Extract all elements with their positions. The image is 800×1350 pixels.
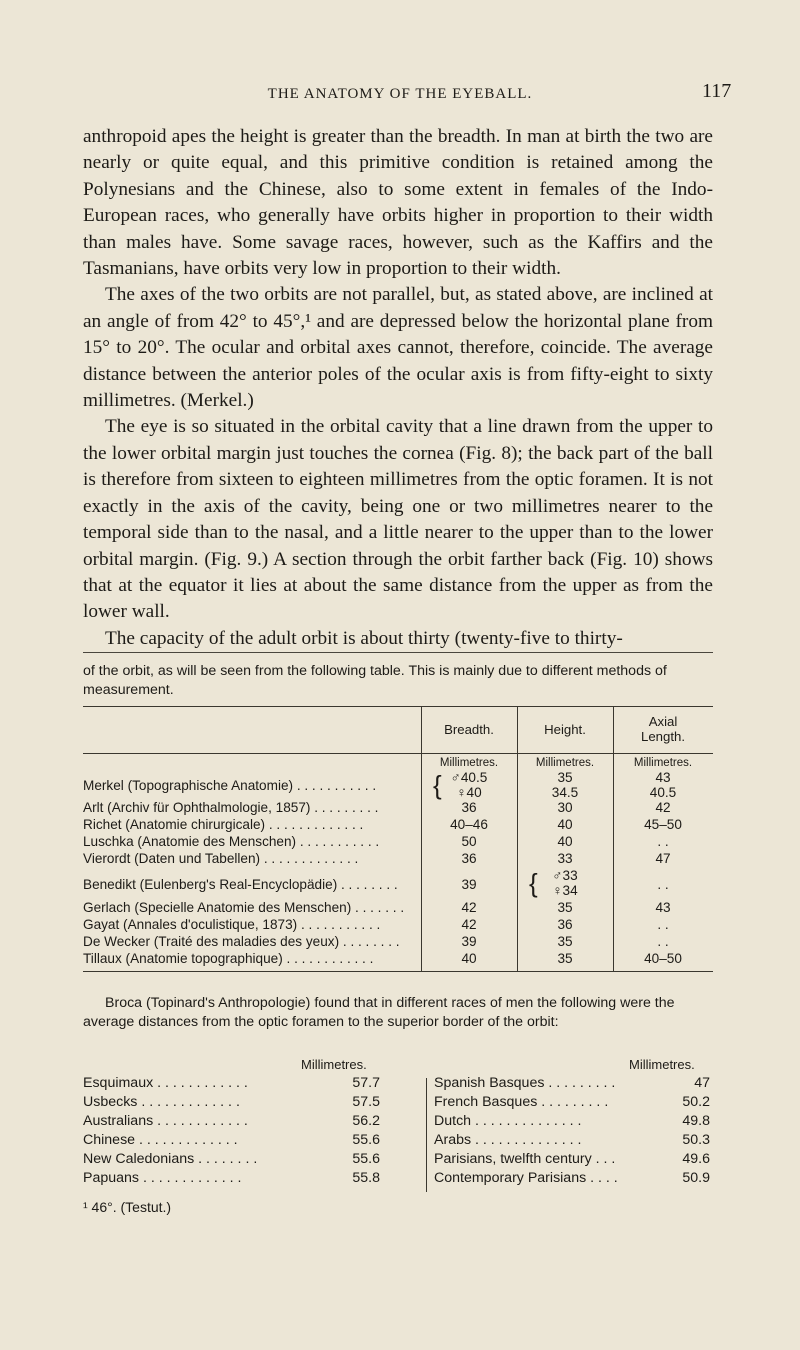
axial-value: . . (657, 877, 669, 892)
race-name: Esquimaux . . . . . . . . . . . . (83, 1075, 248, 1091)
table-rule-header (83, 753, 713, 754)
table-rule-bottom (83, 971, 713, 972)
race-name: Arabs . . . . . . . . . . . . . . (434, 1132, 582, 1148)
height-value: 40 (557, 834, 573, 849)
merkel-breadth: { ♂40.5 ♀40 (421, 770, 517, 800)
continuation-text (83, 662, 713, 700)
race-name: Australians . . . . . . . . . . . . (83, 1113, 248, 1129)
distance-value: 49.6 (682, 1151, 710, 1167)
height-value: 35 (557, 770, 573, 785)
race-name: Chinese . . . . . . . . . . . . . (83, 1132, 238, 1148)
page-number: 117 (702, 80, 732, 102)
height-value: 34.5 (551, 785, 579, 800)
axial-value: 47 (655, 851, 671, 866)
breadth-value: 36 (461, 800, 477, 815)
paragraph: The eye is so situated in the orbital cavity that a line drawn from the upper to the lower orbital margin just touches the cornea (Fig. 8); the back part of the ball is therefore from sixteen to eighteen millimetres from the optic foramen. It is not exactly in the axis of the cavity, being one or two millimetres nearer to the temporal side than to the nasal, and a little nearer to the upper than to the lower orbital margin. (Fig. 9.) A section through the orbit farther back (Fig. 10) shows that at the equator it lies at about the same distance from the upper as from the lower wall. (83, 416, 713, 623)
breadth-value: 39 (461, 877, 477, 892)
body-text (83, 124, 713, 652)
broca-paragraph: Broca (Topinard's Anthropologie) found that in different races of men the following were the average distances from the optic foramen to the superior border of the orbit: (83, 995, 675, 1030)
list-item (434, 1151, 615, 1167)
height-female: ♀34 (552, 883, 578, 898)
axial-value: 42 (655, 800, 671, 815)
height-value: 35 (557, 934, 573, 949)
axial-value: . . (657, 834, 669, 849)
race-name: Parisians, twelfth century . . . (434, 1151, 616, 1167)
unit-height: Millimetres. (535, 757, 595, 769)
list-item (83, 1075, 248, 1091)
breadth-value: 42 (461, 917, 477, 932)
benedikt-height: { ♂33 ♀34 (517, 868, 613, 898)
distance-value: 47 (694, 1075, 710, 1091)
list-item (83, 1094, 240, 1110)
list-item (434, 1170, 618, 1186)
table-row-source: Vierordt (Daten und Tabellen) . . . . . . . . . . . . . (83, 851, 359, 866)
breadth-male: ♂40.5 (450, 770, 488, 785)
height-male: ♂33 (552, 868, 578, 883)
race-name: Contemporary Parisians . . . . (434, 1170, 618, 1186)
paragraph: The capacity of the adult orbit is about thirty (twenty-five to thirty- (105, 627, 623, 649)
section-divider (83, 652, 713, 653)
list-item (83, 1151, 257, 1167)
height-value: 35 (557, 951, 573, 966)
table-row-source: Tillaux (Anatomie topographique) . . . . . . . . . . . . (83, 951, 374, 966)
broca-text (83, 994, 713, 1032)
unit-axial: Millimetres. (633, 757, 693, 769)
list-item (434, 1132, 581, 1148)
paragraph: anthropoid apes the height is greater than the breadth. In man at birth the two are nearly or quite equal, and this primitive condition is retained among the Polynesians and the Chinese, also to some extent in females of the Indo-European races, who generally have orbits higher in proportion to their width than males have. Some savage races, however, such as the Kaffirs and the Tasmanians, have orbits very low in proportion to their width. (83, 126, 713, 280)
merkel-axial (613, 770, 713, 800)
footnote: ¹ 46°. (Testut.) (83, 1199, 172, 1215)
list-item (434, 1075, 615, 1091)
distance-value: 49.8 (682, 1113, 710, 1129)
breadth-value: 42 (461, 900, 477, 915)
list-item (434, 1094, 608, 1110)
header-breadth: Breadth. (444, 722, 494, 737)
axial-value: 45–50 (644, 817, 682, 832)
table-row-source: Richet (Anatomie chirurgicale) . . . . . . . . . . . . . (83, 817, 364, 832)
table-row-source: Luschka (Anatomie des Menschen) . . . . . . . . . . . (83, 834, 380, 849)
race-name: Dutch . . . . . . . . . . . . . . (434, 1113, 582, 1129)
distance-value: 57.7 (352, 1075, 380, 1091)
continuation-paragraph: of the orbit, as will be seen from the following table. This is mainly due to different methods of measurement. (83, 663, 667, 698)
table-row-source: Gayat (Annales d'oculistique, 1873) . . . . . . . . . . . (83, 917, 381, 932)
paragraph: The axes of the two orbits are not parallel, but, as stated above, are inclined at an angle of from 42° to 45°,¹ and are depressed below the horizontal plane from 15° to 20°. The ocular and orbital axes cannot, therefore, coincide. The average distance between the anterior poles of the ocular axis is from fifty-eight to sixty millimetres. (Merkel.) (83, 284, 713, 412)
axial-value: 40.5 (649, 785, 677, 800)
height-value: 36 (557, 917, 573, 932)
unit-breadth: Millimetres. (439, 757, 499, 769)
list-item (434, 1113, 581, 1129)
table-row-source: De Wecker (Traité des maladies des yeux) . . . . . . . . (83, 934, 400, 949)
breadth-value: 36 (461, 851, 477, 866)
axial-value: 43 (655, 900, 671, 915)
table-row-source: Benedikt (Eulenberg's Real-Encyclopädie) . . . . . . . . (83, 877, 398, 892)
axial-value: 40–50 (644, 951, 682, 966)
distance-value: 57.5 (352, 1094, 380, 1110)
table-row-source: Merkel (Topographische Anatomie) . . . . . . . . . . . (83, 778, 377, 793)
height-value: 35 (557, 900, 573, 915)
distance-value: 55.6 (352, 1132, 380, 1148)
breadth-value: 50 (461, 834, 477, 849)
running-title: THE ANATOMY OF THE EYEBALL. (267, 86, 533, 102)
right-unit-label: Millimetres. (629, 1057, 695, 1072)
distance-value: 56.2 (352, 1113, 380, 1129)
breadth-value: 39 (461, 934, 477, 949)
orbit-measurements-table (83, 706, 713, 972)
column-divider (426, 1078, 427, 1192)
list-item (83, 1170, 242, 1186)
breadth-value: 40–46 (450, 817, 488, 832)
race-name: Usbecks . . . . . . . . . . . . . (83, 1094, 240, 1110)
race-name: New Caledonians . . . . . . . . (83, 1151, 258, 1167)
table-row-source: Arlt (Archiv für Ophthalmologie, 1857) . . . . . . . . . (83, 800, 379, 815)
race-name: Spanish Basques . . . . . . . . . (434, 1075, 616, 1091)
header-axial-length: Axial Length. (641, 714, 685, 744)
distance-value: 50.9 (682, 1170, 710, 1186)
height-value: 33 (557, 851, 573, 866)
list-item (83, 1132, 238, 1148)
table-rule-top (83, 706, 713, 707)
header-height: Height. (544, 722, 586, 737)
race-name: French Basques . . . . . . . . . (434, 1094, 609, 1110)
axial-value: . . (657, 934, 669, 949)
breadth-female: ♀40 (456, 785, 482, 800)
axial-value: . . (657, 917, 669, 932)
race-name: Papuans . . . . . . . . . . . . . (83, 1170, 242, 1186)
table-row-source: Gerlach (Specielle Anatomie des Menschen) . . . . . . . (83, 900, 405, 915)
left-unit-label: Millimetres. (301, 1057, 367, 1072)
distance-value: 50.2 (682, 1094, 710, 1110)
height-value: 30 (557, 800, 573, 815)
distance-value: 50.3 (682, 1132, 710, 1148)
list-item (83, 1113, 248, 1129)
distance-value: 55.6 (352, 1151, 380, 1167)
height-value: 40 (557, 817, 573, 832)
breadth-value: 40 (461, 951, 477, 966)
merkel-height (517, 770, 613, 800)
distance-value: 55.8 (352, 1170, 380, 1186)
axial-value: 43 (655, 770, 671, 785)
